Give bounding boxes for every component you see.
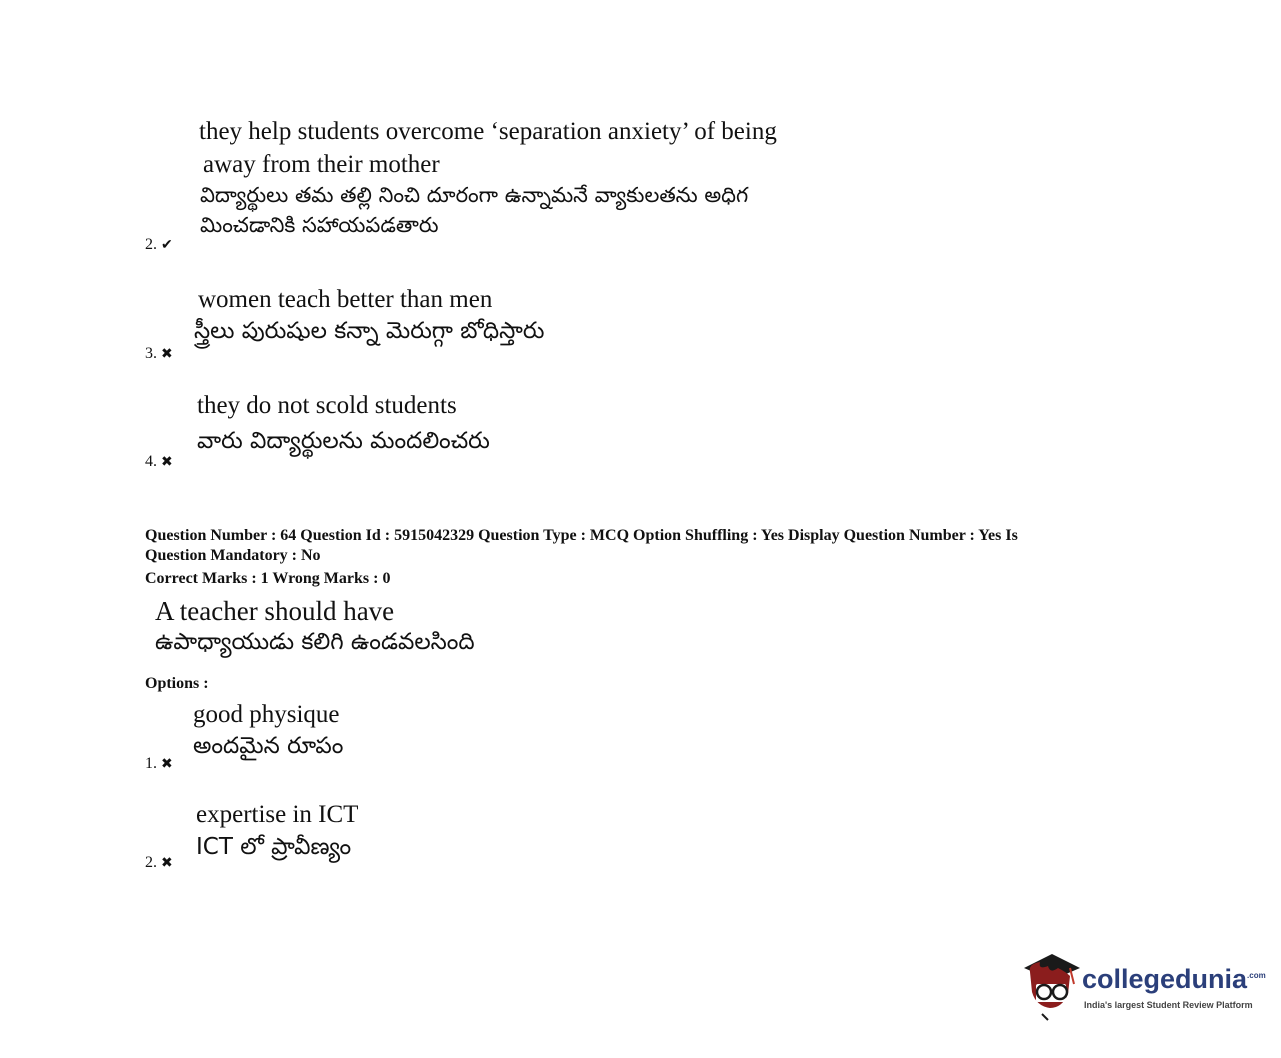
option-4-text-te: వారు విద్యార్థులను మందలించరు bbox=[197, 428, 490, 454]
q64-option-2-number bbox=[145, 854, 173, 872]
q64-option-2-text-te: ICT లో ప్రావీణ్యం bbox=[196, 834, 352, 860]
option-number-label: 2. bbox=[145, 854, 157, 871]
brand-name: collegedunia$^{.com}$ bbox=[1082, 964, 1266, 994]
question-meta-line1: Question Number : 64 Question Id : 5915042329 Question Type : MCQ Option Shuffling : Yes Display Question Number : Yes Is bbox=[145, 527, 1018, 544]
option-4-number bbox=[145, 453, 173, 471]
cross-icon: ✖ bbox=[161, 855, 173, 871]
question-meta-line2: Question Mandatory : No bbox=[145, 547, 321, 564]
cross-icon: ✖ bbox=[161, 454, 173, 470]
option-2-number bbox=[145, 236, 173, 254]
option-number-label: 4. bbox=[145, 453, 157, 470]
brand-domain-suffix: .com bbox=[1247, 971, 1266, 980]
brand-logo bbox=[1022, 950, 1266, 1022]
q64-option-2-text-en: expertise in ICT bbox=[196, 801, 359, 828]
cross-icon: ✖ bbox=[161, 346, 173, 362]
option-number-label: 1. bbox=[145, 755, 157, 772]
option-2-text-te-line2: మించడానికి సహాయపడతారు bbox=[200, 213, 439, 237]
option-2-text-en-line1: they help students overcome ‘separation anxiety’ of being bbox=[199, 118, 777, 145]
q64-option-1-number bbox=[145, 755, 173, 773]
question-marks: Correct Marks : 1 Wrong Marks : 0 bbox=[145, 570, 391, 587]
cross-icon: ✖ bbox=[161, 756, 173, 772]
option-4-text-en: they do not scold students bbox=[197, 392, 457, 419]
mascot-icon bbox=[1022, 950, 1082, 1022]
q64-option-1-text-en: good physique bbox=[193, 701, 340, 728]
option-2-text-en-line2: away from their mother bbox=[203, 151, 440, 178]
question-text-te: ఉపాధ్యాయుడు కలిగి ఉండవలసింది bbox=[155, 629, 475, 655]
check-icon: ✔ bbox=[161, 237, 173, 253]
option-number-label: 3. bbox=[145, 345, 157, 362]
option-3-text-te: స్త్రీలు పురుషుల కన్నా మెరుగ్గా బోధిస్తారు bbox=[194, 318, 545, 344]
options-label: Options : bbox=[145, 675, 209, 692]
option-number-label: 2. bbox=[145, 236, 157, 253]
option-2-text-te-line1: విద్యార్థులు తమ తల్లి నించి దూరంగా ఉన్నామనే వ్యాకులతను అధిగ bbox=[200, 183, 749, 207]
brand-tagline: India's largest Student Review Platform bbox=[1084, 1000, 1253, 1010]
option-3-number bbox=[145, 345, 173, 363]
q64-option-1-text-te: అందమైన రూపం bbox=[193, 733, 344, 759]
option-3-text-en: women teach better than men bbox=[198, 286, 493, 313]
question-text-en: A teacher should have bbox=[155, 596, 395, 626]
